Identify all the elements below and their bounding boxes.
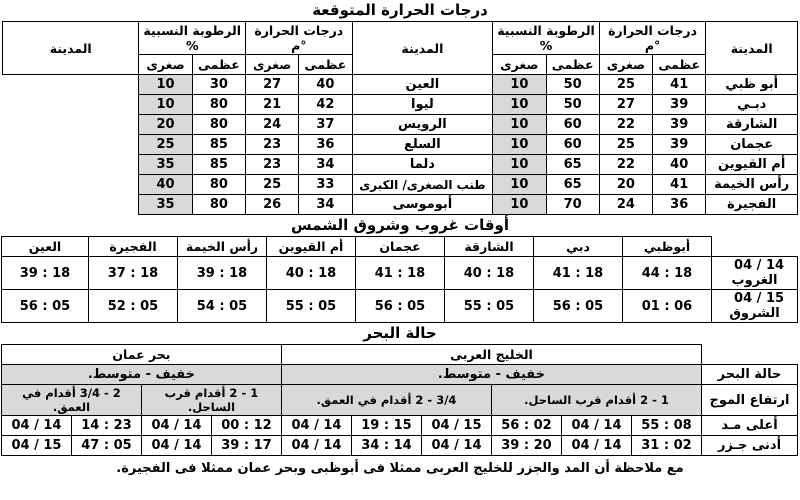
sun-city-header: الفجيرة [89,237,178,257]
table-row [3,135,798,155]
cell-sunrise: 05 : 52 [89,290,178,323]
cell-hmax: 60 [546,135,599,155]
cell-tmin: 27 [599,95,652,115]
cell-hmax: 30 [192,75,245,95]
temperature-table [2,21,798,215]
cell-tmax: 34 [299,195,352,215]
row-label-sea-state: حالة البحر [702,365,798,385]
table-row [2,257,798,290]
wave-gulf-deep: 3/4 - 2 أقدام في العمق. [281,385,491,416]
temperature-section-title: درجات الحرارة المتوقعة [312,1,488,19]
sea-state-oman: خفيف - متوسط. [1,365,281,385]
subheader-hmin-left: صغرى [139,55,192,75]
cell-city: السلع [352,135,493,155]
sunset-date: 14 / 04 [734,258,785,273]
cell-sunset: 18 : 40 [445,257,534,290]
cell-hmin: 35 [139,195,192,215]
cell-city: دبـي [706,95,798,115]
table-row [1,385,797,416]
sunset-label: الغروب [731,273,778,288]
header-city-far-left: المدينة [3,22,139,75]
wave-gulf-coast: 1 - 2 أقدام قرب الساحل. [492,385,702,416]
cell-tide-time: 12 : 00 [211,416,281,436]
cell-tide-time: 15 : 19 [352,416,422,436]
cell-hmin: 10 [493,135,546,155]
cell-hmax: 60 [546,115,599,135]
cell-tide-time: 20 : 39 [492,436,562,456]
cell-tmax: 39 [653,135,706,155]
cell-city: أم القيوين [706,155,798,175]
cell-tmax: 40 [299,75,352,95]
cell-hmin: 40 [139,175,192,195]
cell-tmax: 37 [299,115,352,135]
cell-hmax: 80 [192,95,245,115]
cell-tide-date: 14 / 04 [562,416,632,436]
cell-city: العين [352,75,493,95]
cell-tide-date: 14 / 04 [281,416,351,436]
cell-hmax: 65 [546,175,599,195]
header-city-right: المدينة [706,22,798,75]
cell-tmin: 21 [246,95,299,115]
cell-city: عجمان [706,135,798,155]
cell-tide-date: 14 / 04 [422,436,492,456]
row-label-low-tide: أدنى جـزر [702,436,798,456]
sun-section-title: أوقات غروب وشروق الشمس [290,216,510,234]
cell-tide-date: 15 / 04 [1,436,71,456]
cell-sunrise: 05 : 56 [356,290,445,323]
table-row [3,75,798,95]
sun-city-header: الشارقة [445,237,534,257]
cell-hmax: 80 [192,175,245,195]
cell-city: ليوا [352,95,493,115]
table-row [3,175,798,195]
subheader-hmax-left: عظمى [192,55,245,75]
sunrise-row-label [712,290,798,323]
cell-hmax: 80 [192,195,245,215]
cell-tmin: 27 [246,75,299,95]
cell-hmin: 10 [493,115,546,135]
cell-sunrise: 05 : 55 [445,290,534,323]
sunset-row-label [712,257,798,290]
sun-city-header: العين [2,237,89,257]
sunrise-label: الشروق [729,306,780,321]
cell-sunset: 18 : 44 [623,257,712,290]
cell-sunset: 18 : 39 [178,257,267,290]
cell-tide-date: 15 / 04 [422,416,492,436]
region-arabian-gulf: الخليج العربى [281,345,701,365]
cell-tide-time: 14 : 34 [352,436,422,456]
cell-hmax: 85 [192,135,245,155]
table-row [3,195,798,215]
cell-hmin: 10 [493,155,546,175]
subheader-tmax-left: عظمى [299,55,352,75]
sea-state-table [1,344,798,456]
cell-sunrise: 05 : 55 [267,290,356,323]
cell-tmin: 22 [599,155,652,175]
header-city-left: المدينة [352,22,493,75]
cell-hmin: 10 [493,175,546,195]
cell-tmax: 39 [653,115,706,135]
sun-city-header: دبي [534,237,623,257]
subheader-hmin-right: صغرى [493,55,546,75]
table-row [3,155,798,175]
cell-tmax: 42 [299,95,352,115]
cell-hmax: 50 [546,95,599,115]
cell-tide-time: 02 : 56 [492,416,562,436]
cell-tmin: 23 [246,135,299,155]
cell-hmin: 25 [139,135,192,155]
row-label-wave-height: ارتفاع الموج [702,385,798,416]
cell-tmin: 22 [599,115,652,135]
sun-city-header: رأس الخيمة [178,237,267,257]
cell-city: طنب الصغرى/ الكبرى [352,175,493,195]
cell-tmax: 40 [653,155,706,175]
table-row [3,95,798,115]
cell-hmax: 85 [192,155,245,175]
cell-tmin: 25 [246,175,299,195]
cell-sunset: 18 : 40 [267,257,356,290]
wave-oman-deep: 2 - 3/4 أقدام في العمق. [1,385,141,416]
cell-tmin: 26 [246,195,299,215]
sun-city-header: أبوظبي [623,237,712,257]
subheader-tmin-right: صغرى [599,55,652,75]
cell-tmax: 33 [299,175,352,195]
cell-tide-date: 14 / 04 [1,416,71,436]
cell-sunrise: 05 : 54 [178,290,267,323]
cell-hmin: 10 [493,195,546,215]
cell-sunset: 18 : 41 [534,257,623,290]
cell-hmin: 10 [139,95,192,115]
cell-tmax: 36 [653,195,706,215]
cell-sunset: 18 : 37 [89,257,178,290]
cell-city: أبوموسى [352,195,493,215]
cell-tmax: 34 [299,155,352,175]
cell-tmin: 25 [599,135,652,155]
table-row [1,365,797,385]
cell-city: دلما [352,155,493,175]
cell-sunrise: 05 : 56 [534,290,623,323]
wave-oman-coast: 1 - 2 أقدام قرب الساحل. [141,385,281,416]
cell-tmax: 41 [653,175,706,195]
cell-sunrise: 05 : 56 [2,290,89,323]
sun-city-header: عجمان [356,237,445,257]
cell-hmax: 80 [192,115,245,135]
cell-tide-time: 02 : 31 [632,436,702,456]
table-row [1,345,797,365]
cell-tide-date: 14 / 04 [141,436,211,456]
sea-state-gulf: خفيف - متوسط. [281,365,701,385]
cell-tide-date: 14 / 04 [141,416,211,436]
cell-city: الفجيرة [706,195,798,215]
cell-city: رأس الخيمة [706,175,798,195]
cell-tide-time: 23 : 14 [71,416,141,436]
subheader-tmax-right: عظمى [653,55,706,75]
cell-tide-time: 08 : 55 [632,416,702,436]
cell-hmax: 50 [546,75,599,95]
cell-tmin: 24 [246,115,299,135]
cell-hmin: 10 [493,75,546,95]
cell-tide-time: 05 : 47 [71,436,141,456]
cell-tmax: 39 [653,95,706,115]
header-humidity-left: الرطوبة النسبية % [139,22,246,55]
cell-hmin: 10 [139,75,192,95]
cell-tmin: 20 [599,175,652,195]
cell-tide-date: 14 / 04 [562,436,632,456]
cell-sunset: 18 : 41 [356,257,445,290]
cell-tmin: 25 [599,75,652,95]
sea-section-title: حالة البحر [363,324,437,342]
sun-city-header: أم القيوين [267,237,356,257]
cell-hmin: 35 [139,155,192,175]
row-label-high-tide: أعلى مـد [702,416,798,436]
cell-hmin: 20 [139,115,192,135]
cell-hmax: 70 [546,195,599,215]
cell-city: أبو ظبي [706,75,798,95]
cell-tmin: 23 [246,155,299,175]
sunrise-date: 15 / 04 [734,291,785,306]
subheader-hmax-right: عظمى [546,55,599,75]
cell-hmin: 10 [493,95,546,115]
cell-city: الشارقة [706,115,798,135]
cell-tmax: 36 [299,135,352,155]
footer-note: مع ملاحظة أن المد والجزر للخليج العربى ممثلا فى أبوظبى وبحر عمان ممثلا فى الفجيرة. [116,461,684,476]
header-temp-left: درجات الحرارة °م [246,22,353,55]
table-row [2,290,798,323]
subheader-tmin-left: صغرى [246,55,299,75]
region-oman-sea: بحر عمان [1,345,281,365]
header-humidity-right: الرطوبة النسبية % [493,22,600,55]
cell-tmin: 24 [599,195,652,215]
table-row [1,416,797,436]
cell-sunrise: 06 : 01 [623,290,712,323]
cell-tide-date: 14 / 04 [281,436,351,456]
cell-tmax: 41 [653,75,706,95]
table-row [3,115,798,135]
table-row [1,436,797,456]
cell-city: الرويس [352,115,493,135]
sunrise-sunset-table [1,236,798,323]
cell-tide-time: 17 : 39 [211,436,281,456]
cell-hmax: 65 [546,155,599,175]
cell-sunset: 18 : 39 [2,257,89,290]
header-temp-right: درجات الحرارة °م [599,22,706,55]
